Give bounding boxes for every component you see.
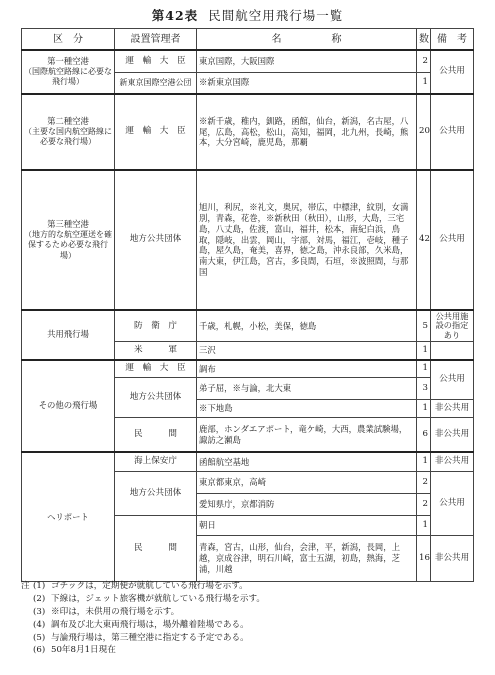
header-count: 数 xyxy=(417,29,431,51)
names-cell: 千歳，札幌，小松，美保，徳島 xyxy=(197,310,417,342)
count-cell: 1 xyxy=(417,72,431,94)
count-cell: 16 xyxy=(417,536,431,582)
count-cell: 6 xyxy=(417,418,431,452)
count-cell: 1 xyxy=(417,400,431,418)
table-number: 第42表 xyxy=(151,8,199,23)
airfield-table xyxy=(21,28,474,582)
names-cell: 愛知県庁，京都消防 xyxy=(197,494,417,516)
admin-cell: 民 間 xyxy=(115,516,197,582)
category-cell: 第一種空港 （国際航空路線に必要な飛行場） xyxy=(22,50,115,94)
count-cell: 1 xyxy=(417,452,431,472)
names-cell: ※新千歳，稚内，釧路，函館，仙台，新潟，名古屋，八尾，広島，高松，松山，高知，福岡，北九州，長崎，熊本，大分宮崎，鹿児島，那覇 xyxy=(197,94,417,170)
admin-cell: 運 輸 大 臣 xyxy=(115,94,197,170)
table-row xyxy=(22,170,474,310)
header-admin: 設置管理者 xyxy=(115,29,197,51)
count-cell: 2 xyxy=(417,472,431,494)
category-cell: ヘリポート xyxy=(22,452,115,582)
note-cell: 公共用 xyxy=(431,94,474,170)
admin-cell: 地方公共団体 xyxy=(115,472,197,516)
table-caption: 民間航空用飛行場一覧 xyxy=(208,8,344,23)
note-cell: 公共用 xyxy=(431,360,474,400)
header-names: 名 称 xyxy=(197,29,417,51)
count-cell: 2 xyxy=(417,494,431,516)
footnote-item: (3) ※印は，未供用の飛行場を示す。 xyxy=(33,606,180,617)
admin-cell: 米 軍 xyxy=(115,342,197,360)
footnote-item: (5) 与論飛行場は，第三種空港に指定する予定である。 xyxy=(33,632,249,643)
count-cell: 20 xyxy=(417,94,431,170)
footnote-prefix: 注 xyxy=(21,581,30,591)
count-cell: 3 xyxy=(417,378,431,400)
footnote-item: (4) 調布及び北大東両飛行場は，場外離着陸場である。 xyxy=(33,619,249,630)
category-cell: 第二種空港 （主要な国内航空路線に必要な飛行場） xyxy=(22,94,115,170)
count-cell: 2 xyxy=(417,50,431,72)
names-cell: 三沢 xyxy=(197,342,417,360)
table-row xyxy=(22,50,474,72)
table-row xyxy=(22,94,474,170)
footnotes xyxy=(21,580,471,657)
admin-cell: 運 輸 大 臣 xyxy=(115,360,197,378)
admin-cell: 運 輸 大 臣 xyxy=(115,50,197,72)
names-cell: ※新東京国際 xyxy=(197,72,417,94)
admin-cell: 防 衛 庁 xyxy=(115,310,197,342)
note-cell: 非公共用 xyxy=(431,452,474,472)
note-cell: 非公共用 xyxy=(431,536,474,582)
names-cell: 朝日 xyxy=(197,516,417,536)
header-row xyxy=(22,29,474,51)
table-row xyxy=(22,310,474,342)
note-cell: 公共用 xyxy=(431,472,474,536)
header-notes: 備 考 xyxy=(431,29,474,51)
table-row xyxy=(22,360,474,378)
names-cell: ※下地島 xyxy=(197,400,417,418)
count-cell: 5 xyxy=(417,310,431,342)
note-cell: 非公共用 xyxy=(431,418,474,452)
count-cell: 1 xyxy=(417,360,431,378)
header-category: 区 分 xyxy=(22,29,115,51)
names-cell: 鹿部，ホンダエアポート，竜ケ崎，大西，農業試験場，諏訪之瀬島 xyxy=(197,418,417,452)
note-cell: 公共用 xyxy=(431,50,474,94)
admin-cell: 海上保安庁 xyxy=(115,452,197,472)
names-cell: 青森，宮古，山形，仙台，会津，平，新潟，長岡，上越，京成谷津，明石川崎，富士五湖，初島，熱海，芝浦，川越 xyxy=(197,536,417,582)
footnote-item: (6) 50年8月1日現在 xyxy=(33,645,116,656)
names-cell: 弟子屈，※与論，北大東 xyxy=(197,378,417,400)
category-cell: 第三種空港 （地方的な航空運送を確保するため必要な飛行場） xyxy=(22,170,115,310)
admin-cell: 新東京国際空港公団 xyxy=(115,72,197,94)
footnote-item: 注 (1) ゴチックは，定期便が就航している飛行場を示す。 xyxy=(21,581,248,591)
note-cell xyxy=(431,342,474,360)
note-cell: 公共用 xyxy=(431,170,474,310)
note-cell: 公共用施設の指定あり xyxy=(431,310,474,342)
names-cell: 東京国際，大阪国際 xyxy=(197,50,417,72)
admin-cell: 民 間 xyxy=(115,418,197,452)
category-cell: 共用飛行場 xyxy=(22,310,115,360)
names-cell: 函館航空基地 xyxy=(197,452,417,472)
admin-cell: 地方公共団体 xyxy=(115,170,197,310)
count-cell: 1 xyxy=(417,516,431,536)
note-cell: 非公共用 xyxy=(431,400,474,418)
names-cell: 東京都東京，高崎 xyxy=(197,472,417,494)
table-row xyxy=(22,452,474,472)
names-cell: 調布 xyxy=(197,360,417,378)
footnote-item: (2) 下線は，ジェット旅客機が就航している飛行場を示す。 xyxy=(33,593,265,604)
names-cell: 旭川，利尻，※礼文，奥尻，帯広，中標津，紋別，女満別，青森，花巻，※新秋田（秋田），山形，大島，三宅島，八丈島，佐渡，富山，福井，松本，南紀白浜，鳥取，隠岐，出雲，岡山，宇部，対馬，福江，壱岐，種子島，屋久島，奄美，喜界，徳之島，沖永良部，久米島，南大東，伊江島，宮古，多良間，石垣，※波照間，与那国 xyxy=(197,170,417,310)
category-cell: その他の飛行場 xyxy=(22,360,115,452)
page-title xyxy=(0,6,495,24)
count-cell: 42 xyxy=(417,170,431,310)
count-cell: 1 xyxy=(417,342,431,360)
admin-cell: 地方公共団体 xyxy=(115,378,197,418)
